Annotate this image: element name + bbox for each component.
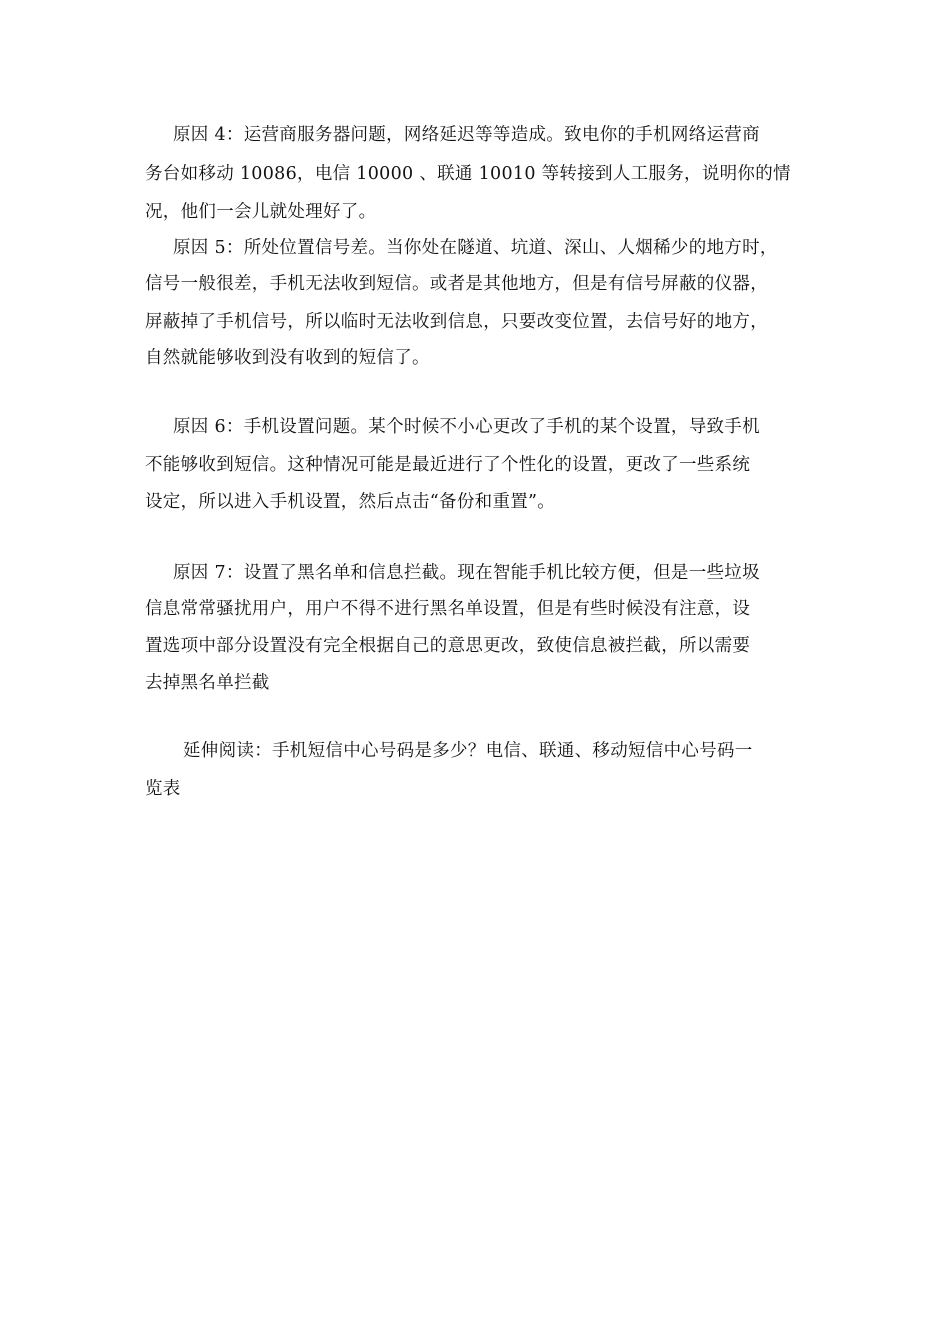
text-line: 原因 4：运营商服务器问题，网络延迟等等造成。致电你的手机网络运营商 xyxy=(173,125,760,145)
text-line: 览表 xyxy=(145,779,181,799)
text-line: 自然就能够收到没有收到的短信了。 xyxy=(145,348,430,368)
text-line: 况，他们一会儿就处理好了。 xyxy=(145,202,377,222)
text-line: 原因 7：设置了黑名单和信息拦截。现在智能手机比较方便，但是一些垃圾 xyxy=(173,563,760,583)
text-line: 原因 5：所处位置信号差。当你处在隧道、坑道、深山、人烟稀少的地方时， xyxy=(173,238,778,258)
text-line: 不能够收到短信。这种情况可能是最近进行了个性化的设置，更改了一些系统 xyxy=(145,455,751,475)
text-line: 置选项中部分设置没有完全根据自己的意思更改，致使信息被拦截，所以需要 xyxy=(145,636,751,656)
text-line: 信息常常骚扰用户，用户不得不进行黑名单设置，但是有些时候没有注意，设 xyxy=(145,599,751,619)
text-line: 屏蔽掉了手机信号，所以临时无法收到信息，只要改变位置，去信号好的地方， xyxy=(145,312,768,332)
text-line: 务台如移动 10086，电信 10000 、联通 10010 等转接到人工服务，说明你的情 xyxy=(145,164,791,184)
text-line: 信号一般很差，手机无法收到短信。或者是其他地方，但是有信号屏蔽的仪器， xyxy=(145,274,768,294)
text-line: 原因 6：手机设置问题。某个时候不小心更改了手机的某个设置，导致手机 xyxy=(173,417,760,437)
text-line: 设定，所以进入手机设置，然后点击“备份和重置”。 xyxy=(145,492,556,512)
text-line: 去掉黑名单拦截 xyxy=(145,673,270,693)
text-line: 延伸阅读：手机短信中心号码是多少？电信、联通、移动短信中心号码一 xyxy=(183,741,753,761)
